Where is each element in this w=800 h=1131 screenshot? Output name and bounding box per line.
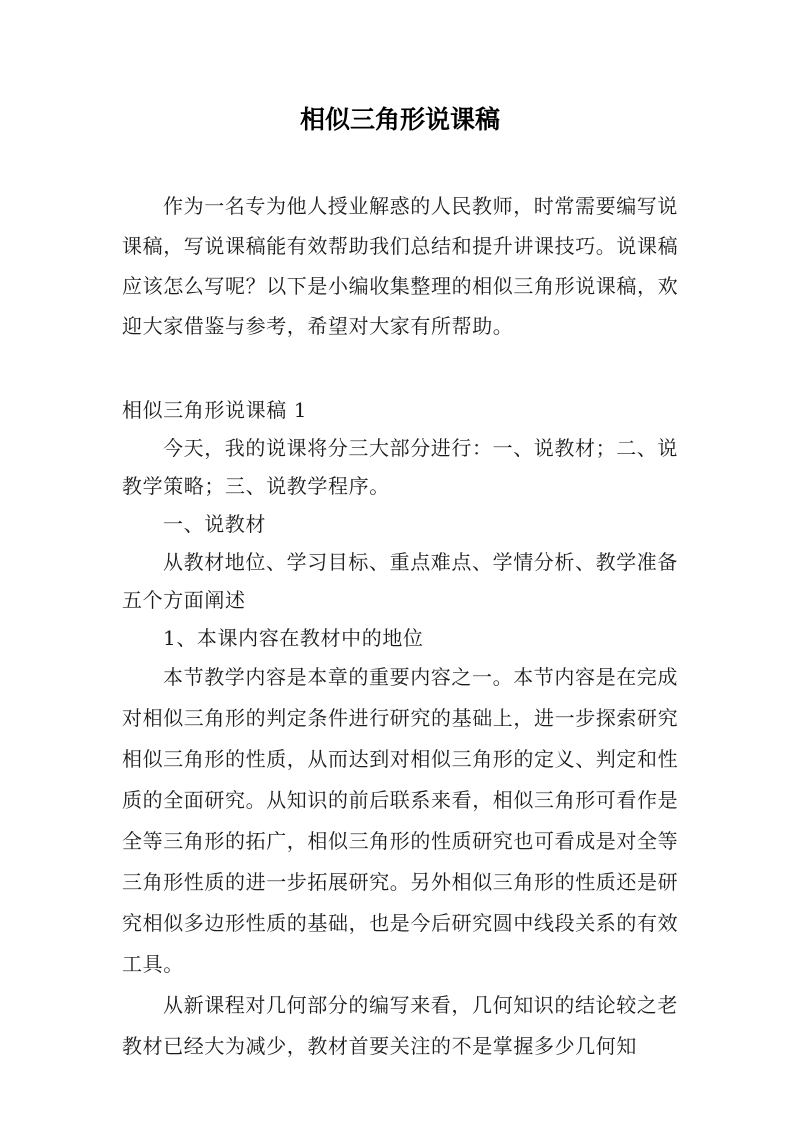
- paragraph-new-curriculum: 从新课程对几何部分的编写来看，几何知识的结论较之老教材已经大为减少，教材首要关注的不是掌握多少几何知: [122, 993, 678, 1058]
- intro-paragraph: 作为一名专为他人授业解惑的人民教师，时常需要编写说课稿，写说课稿能有效帮助我们总结和提升讲课技巧。说课稿应该怎么写呢？以下是小编收集整理的相似三角形说课稿，欢迎大家借鉴与参考，希望对大家有所帮助。: [122, 194, 679, 338]
- section-heading: 相似三角形说课稿 1: [122, 398, 308, 422]
- document-body: [122, 186, 682, 1067]
- document-title: 相似三角形说课稿: [299, 105, 500, 134]
- paragraph-heading-position: 1、本课内容在教材中的地位: [163, 626, 424, 650]
- paragraph-content-position: 本节教学内容是本章的重要内容之一。本节内容是在完成对相似三角形的判定条件进行研究的基础上，进一步探索研究相似三角形的性质，从而达到对相似三角形的定义、判定和性质的全面研究。从知识的前后联系来看，相似三角形可看作是全等三角形的拓广，相似三角形的性质研究也可看成是对全等三角形性质的进一步拓展研究。另外相似三角形的性质还是研究相似多边形性质的基础，也是今后研究圆中线段关系的有效工具。: [122, 665, 679, 976]
- paragraph-heading-teaching-material: 一、说教材: [163, 512, 266, 536]
- paragraph-outline: 今天，我的说课将分三大部分进行：一、说教材；二、说教学策略；三、说教学程序。: [122, 436, 678, 498]
- paragraph-aspects: 从教材地位、学习目标、重点难点、学情分析、教学准备五个方面阐述: [122, 550, 678, 612]
